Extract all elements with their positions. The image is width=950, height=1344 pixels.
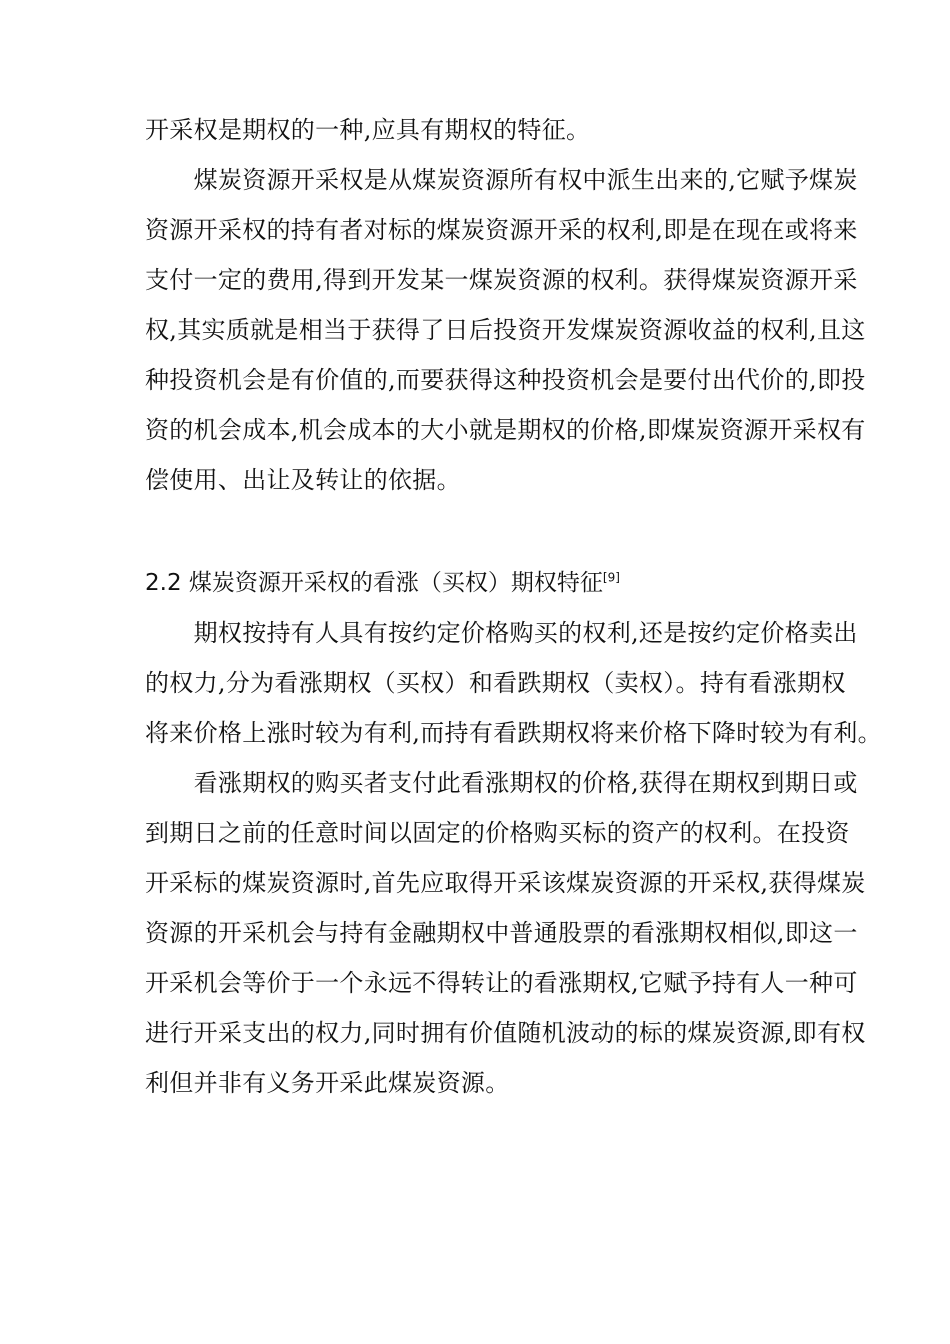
text-line: 支付一定的费用,得到开发某一煤炭资源的权利。获得煤炭资源开采	[145, 266, 858, 294]
text-line: 开采权是期权的一种,应具有期权的特征。	[145, 116, 591, 144]
text-line: 将来价格上涨时较为有利,而持有看跌期权将来价格下降时较为有利。	[145, 719, 882, 747]
citation-reference[interactable]: [9]	[602, 570, 620, 585]
section-heading-text: 2.2 煤炭资源开采权的看涨（买权）期权特征	[145, 570, 603, 596]
paragraph-block-call-option	[145, 608, 882, 1108]
text-line: 利但并非有义务开采此煤炭资源。	[145, 1069, 510, 1097]
text-line: 种投资机会是有价值的,而要获得这种投资机会是要付出代价的,即投	[145, 366, 866, 394]
text-line: 资源开采权的持有者对标的煤炭资源开采的权利,即是在现在或将来	[145, 216, 858, 244]
paragraph-block-intro	[145, 105, 866, 505]
text-line: 开采机会等价于一个永远不得转让的看涨期权,它赋予持有人一种可	[145, 969, 858, 997]
text-line: 到期日之前的任意时间以固定的价格购买标的资产的权利。在投资	[145, 819, 850, 847]
text-line: 开采标的煤炭资源时,首先应取得开采该煤炭资源的开采权,获得煤炭	[145, 869, 866, 897]
text-line: 资源的开采机会与持有金融期权中普通股票的看涨期权相似,即这一	[145, 919, 858, 947]
text-line: 资的机会成本,机会成本的大小就是期权的价格,即煤炭资源开采权有	[145, 416, 866, 444]
text-line: 期权按持有人具有按约定价格购买的权利,还是按约定价格卖出	[145, 619, 858, 647]
text-line: 进行开采支出的权力,同时拥有价值随机波动的标的煤炭资源,即有权	[145, 1019, 866, 1047]
text-line: 偿使用、出让及转让的依据。	[145, 466, 461, 494]
text-line: 看涨期权的购买者支付此看涨期权的价格,获得在期权到期日或	[145, 769, 858, 797]
text-line: 的权力,分为看涨期权（买权）和看跌期权（卖权）。持有看涨期权	[145, 669, 846, 697]
text-line: 煤炭资源开采权是从煤炭资源所有权中派生出来的,它赋予煤炭	[145, 166, 858, 194]
text-line: 权,其实质就是相当于获得了日后投资开发煤炭资源收益的权利,且这	[145, 316, 866, 344]
section-heading	[145, 563, 815, 603]
